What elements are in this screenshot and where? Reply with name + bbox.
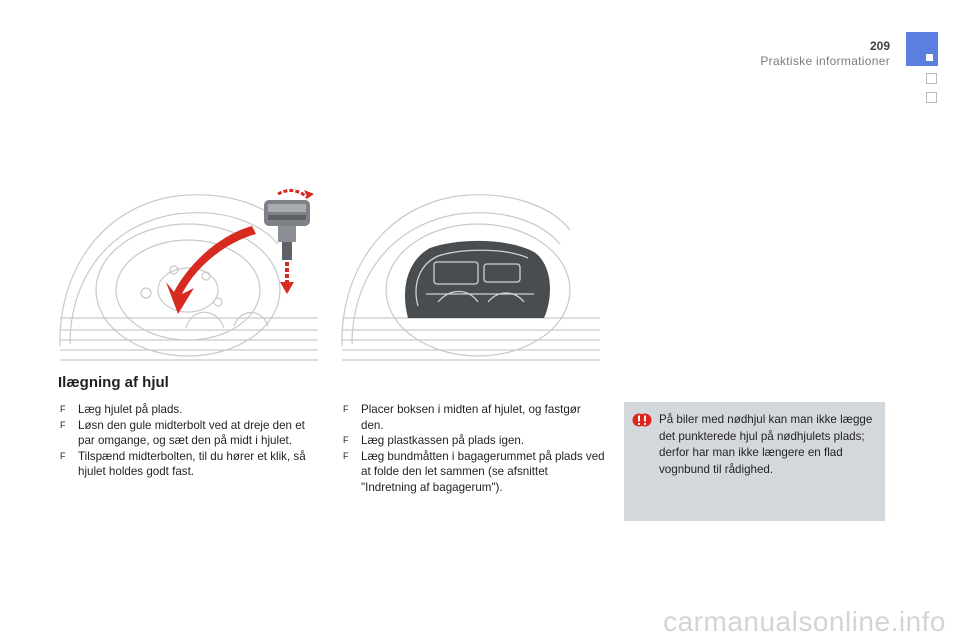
bullet-marker: F	[60, 419, 66, 430]
bullet-marker: F	[60, 450, 66, 461]
illustration-wheel-box	[338, 178, 602, 368]
bullet-marker: F	[60, 404, 66, 414]
watermark: carmanualsonline.info	[663, 606, 946, 637]
section-tab-empty	[926, 73, 937, 84]
instruction-column-2	[343, 402, 605, 496]
bullet-marker: F	[343, 450, 349, 461]
instruction-column-1	[60, 402, 316, 480]
list-item: F Læg hjulet på plads.	[60, 403, 183, 416]
section-tab-empty	[926, 92, 937, 103]
list-item: F Placer boksen i midten af hjulet, og fastgør den.	[343, 403, 581, 432]
list-item: F Læg plastkassen på plads igen.	[343, 434, 525, 448]
list-item: F Tilspænd midterbolten, til du hører et klik, så hjulet holdes godt fast.	[60, 449, 306, 479]
bullet-marker: F	[343, 404, 349, 414]
section-tab-icon	[906, 32, 938, 66]
section-title: Praktiske informationer	[760, 54, 890, 68]
bullet-marker: F	[343, 435, 349, 446]
list-item: F Løsn den gule midterbolt ved at dreje den et par omgange, og sæt den på midt i hjulet.	[60, 418, 305, 448]
list-item: F Læg bundmåtten i bagagerummet på plads ved at folde den let sammen (se afsnittet "Indretning af bagagerum").	[343, 449, 605, 494]
warning-note	[624, 402, 885, 521]
page-number: 209	[869, 39, 890, 53]
illustration-wheel-bolt	[56, 178, 320, 368]
section-heading: Ilægning af hjul	[58, 374, 169, 391]
warning-icon	[632, 412, 652, 430]
warning-note-text: På biler med nødhjul kan man ikke lægge det punkterede hjul på nødhjulets plads; derfor har man ikke længere en flad vognbund til rådighed.	[659, 413, 873, 476]
